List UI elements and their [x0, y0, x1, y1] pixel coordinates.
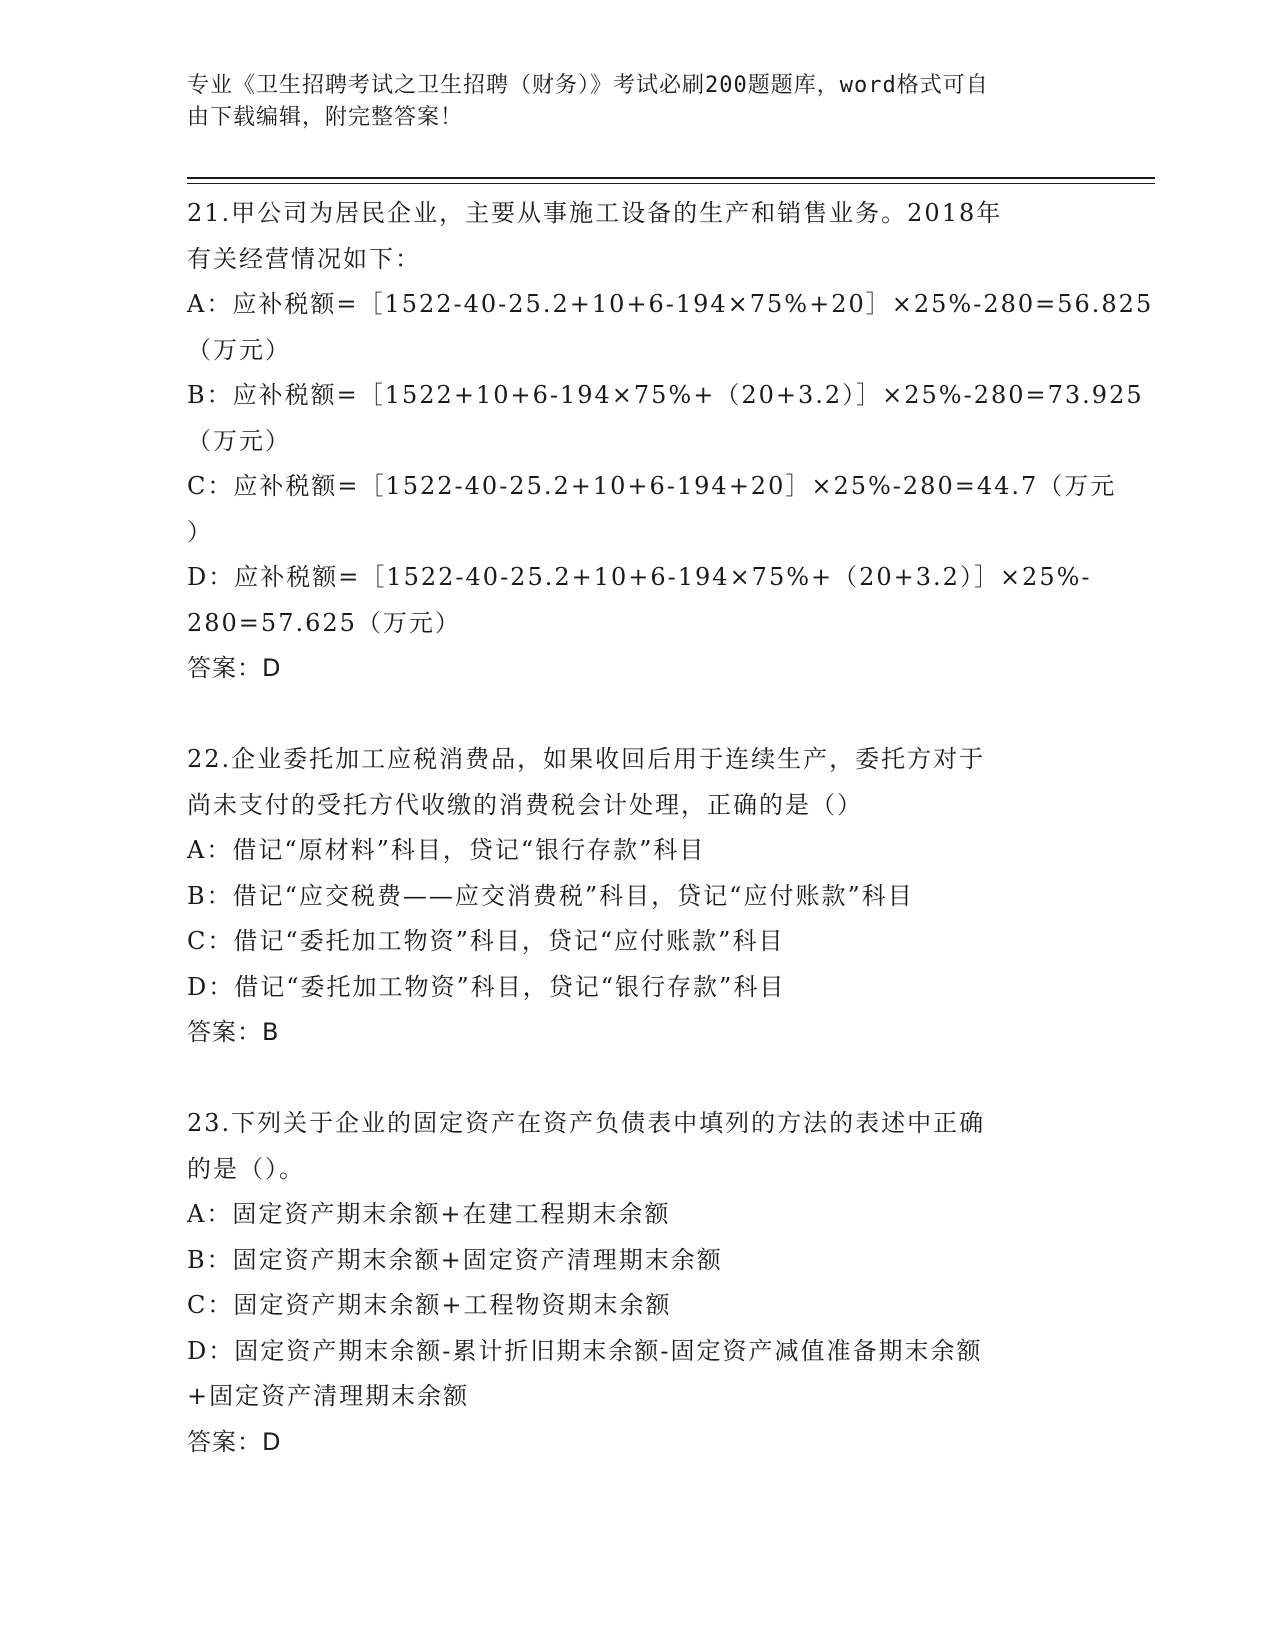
question-22	[187, 737, 1087, 1056]
option-b: B：借记“应交税费——应交消费税”科目，贷记“应付账款”科目	[187, 881, 914, 910]
question-stem: 22.企业委托加工应税消费品，如果收回后用于连续生产，委托方对于	[187, 745, 986, 773]
question-stem: 尚未支付的受托方代收缴的消费税会计处理，正确的是（）	[187, 790, 863, 819]
question-stem: 23.下列关于企业的固定资产在资产负债表中填列的方法的表述中正确	[187, 1109, 986, 1137]
question-stem: 21.甲公司为居民企业，主要从事施工设备的生产和销售业务。2018年	[187, 199, 1003, 227]
answer-label: 答案：D	[187, 1427, 282, 1456]
document-header	[187, 70, 1067, 134]
option-d: D：借记“委托加工物资”科目，贷记“银行存款”科目	[187, 972, 786, 1001]
question-spacer	[187, 1056, 1087, 1102]
header-line: 由下载编辑，附完整答案！	[187, 105, 464, 130]
option-a: A：固定资产期末余额+在建工程期末余额	[187, 1200, 671, 1228]
header-divider-thin	[187, 183, 1155, 184]
option-d-cont: 280=57.625（万元）	[187, 608, 461, 637]
option-a-cont: （万元）	[187, 335, 291, 364]
question-list	[187, 191, 1154, 1465]
question-stem: 有关经营情况如下：	[187, 244, 421, 273]
answer-label: 答案：B	[187, 1018, 280, 1046]
option-c: C：借记“委托加工物资”科目，贷记“应付账款”科目	[187, 927, 785, 955]
option-a: A：借记“原材料”科目，贷记“银行存款”科目	[187, 836, 706, 864]
answer-label: 答案：D	[187, 654, 282, 682]
option-d-cont: +固定资产清理期末余额	[187, 1382, 470, 1410]
question-stem: 的是（）。	[187, 1154, 305, 1183]
option-b: B：固定资产期末余额+固定资产清理期末余额	[187, 1245, 723, 1274]
option-d: D：固定资产期末余额-累计折旧期末余额-固定资产减值准备期末余额	[187, 1336, 983, 1365]
option-c-cont: ）	[187, 517, 213, 546]
option-a: A：应补税额=［1522-40-25.2+10+6-194×75%+20］×25%-280=56.825	[187, 290, 1154, 318]
option-b: B：应补税额=［1522+10+6-194×75%+（20+3.2）］×25%-280=73.925	[187, 381, 1144, 409]
option-b-cont: （万元）	[187, 426, 291, 455]
option-c: C：固定资产期末余额+工程物资期末余额	[187, 1291, 672, 1319]
question-21	[187, 191, 1154, 692]
question-23	[187, 1101, 1087, 1465]
question-spacer	[187, 692, 1087, 738]
option-c: C：应补税额=［1522-40-25.2+10+6-194+20］×25%-280=44.7（万元	[187, 472, 1117, 500]
header-divider-thick	[187, 177, 1155, 179]
option-d: D：应补税额=［1522-40-25.2+10+6-194×75%+（20+3.2）］×25%-	[187, 563, 1092, 591]
header-line: 专业《卫生招聘考试之卫生招聘（财务）》考试必刷200题题库，word格式可自	[187, 73, 989, 98]
